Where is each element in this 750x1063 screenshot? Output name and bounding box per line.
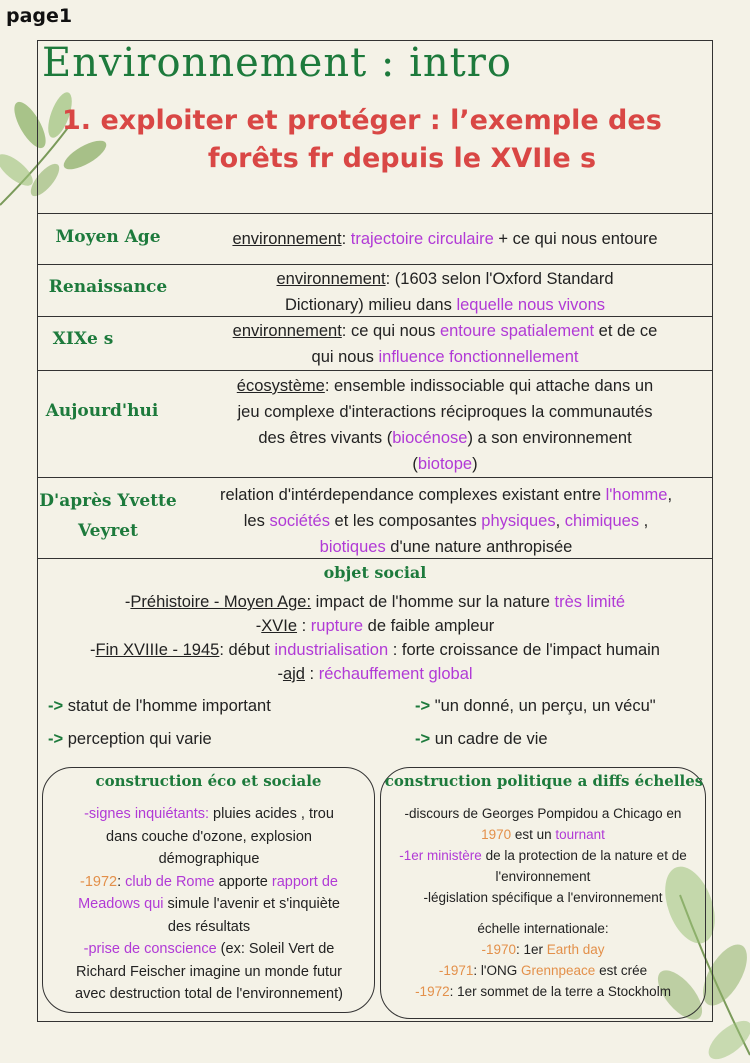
objet-social-title: objet social: [323, 563, 427, 582]
timeline-line-ajd: -ajd : réchauffement global: [277, 665, 473, 683]
definition-moyen-age: environnement: trajectoire circulaire + ce qui nous entoure: [232, 230, 658, 248]
box-left-title: construction éco et sociale: [95, 772, 322, 790]
page-title: Environnement : intro: [42, 40, 512, 86]
period-label-aujourdhui: Aujourd'hui: [45, 401, 159, 421]
period-label-veyret: D'après Yvette Veyret: [39, 491, 177, 541]
box-right-title: construction politique a diffs échelles: [384, 772, 704, 790]
section-heading: [62, 102, 702, 178]
timeline-line-prehistoire: -Préhistoire - Moyen Age: impact de l'homme sur la nature très limité: [124, 593, 626, 611]
timeline-line-xvie: -XVIe : rupture de faible ampleur: [255, 617, 495, 635]
section-heading-line2: forêts fr depuis le XVIIe s: [207, 143, 597, 174]
definition-renaissance: environnement: (1603 selon l'Oxford Standard Dictionary) milieu dans lequelle nous vivons: [276, 270, 614, 314]
period-label-xixe: XIXe s: [52, 329, 114, 349]
timeline-line-fin-xviiie: -Fin XVIIIe - 1945: début industrialisation : forte croissance de l'impact humain: [90, 641, 660, 659]
box-right-text: -discours de Georges Pompidou a Chicago en 1970 est un tournant -1er ministère de la protection de la nature et de l'environnement -législation spécifique a l'environnement échelle internationale: -1970: 1er Earth day -1971: l'ONG Grennpeace est crée -1972: 1er sommet de la terre a Stockholm: [399, 806, 687, 999]
section-heading-line1: 1. exploiter et protéger : l’exemple des: [62, 105, 662, 136]
row-divider: [37, 477, 713, 478]
arrow-point-perception: -> perception qui varie: [48, 730, 212, 748]
arrow-point-cadre: -> un cadre de vie: [415, 730, 548, 748]
box-left-text: -signes inquiétants: pluies acides , trou dans couche d'ozone, explosion démographique -1972: club de Rome apporte rapport de Meadows qui simule l'avenir et s'inquiète des résultats -prise de conscience (ex: Soleil Vert de Richard Feischer imagine un monde futur avec destruction total de l'environnement): [75, 806, 343, 1002]
period-label-renaissance: Renaissance: [48, 277, 168, 297]
definition-veyret: relation d'intérdependance complexes existant entre l'homme, les sociétés et les composantes physiques, chimiques , biotiques d'une nature anthropisée: [219, 486, 673, 556]
arrow-point-statut: -> statut de l'homme important: [48, 697, 271, 715]
row-divider: [37, 370, 713, 371]
page-label: page1: [6, 5, 73, 27]
row-divider: [37, 213, 713, 214]
arrow-point-donne: -> "un donné, un perçu, un vécu": [415, 697, 656, 715]
definition-aujourdhui: écosystème: ensemble indissociable qui attache dans un jeu complexe d'interactions réciproques la communautés des êtres vivants (biocénose) a son environnement (biotope): [236, 377, 654, 473]
row-divider: [37, 264, 713, 265]
definition-xixe: environnement: ce qui nous entoure spatialement et de ce qui nous influence fonctionnellement: [232, 322, 658, 366]
period-label-moyen-age: Moyen Age: [55, 227, 161, 247]
